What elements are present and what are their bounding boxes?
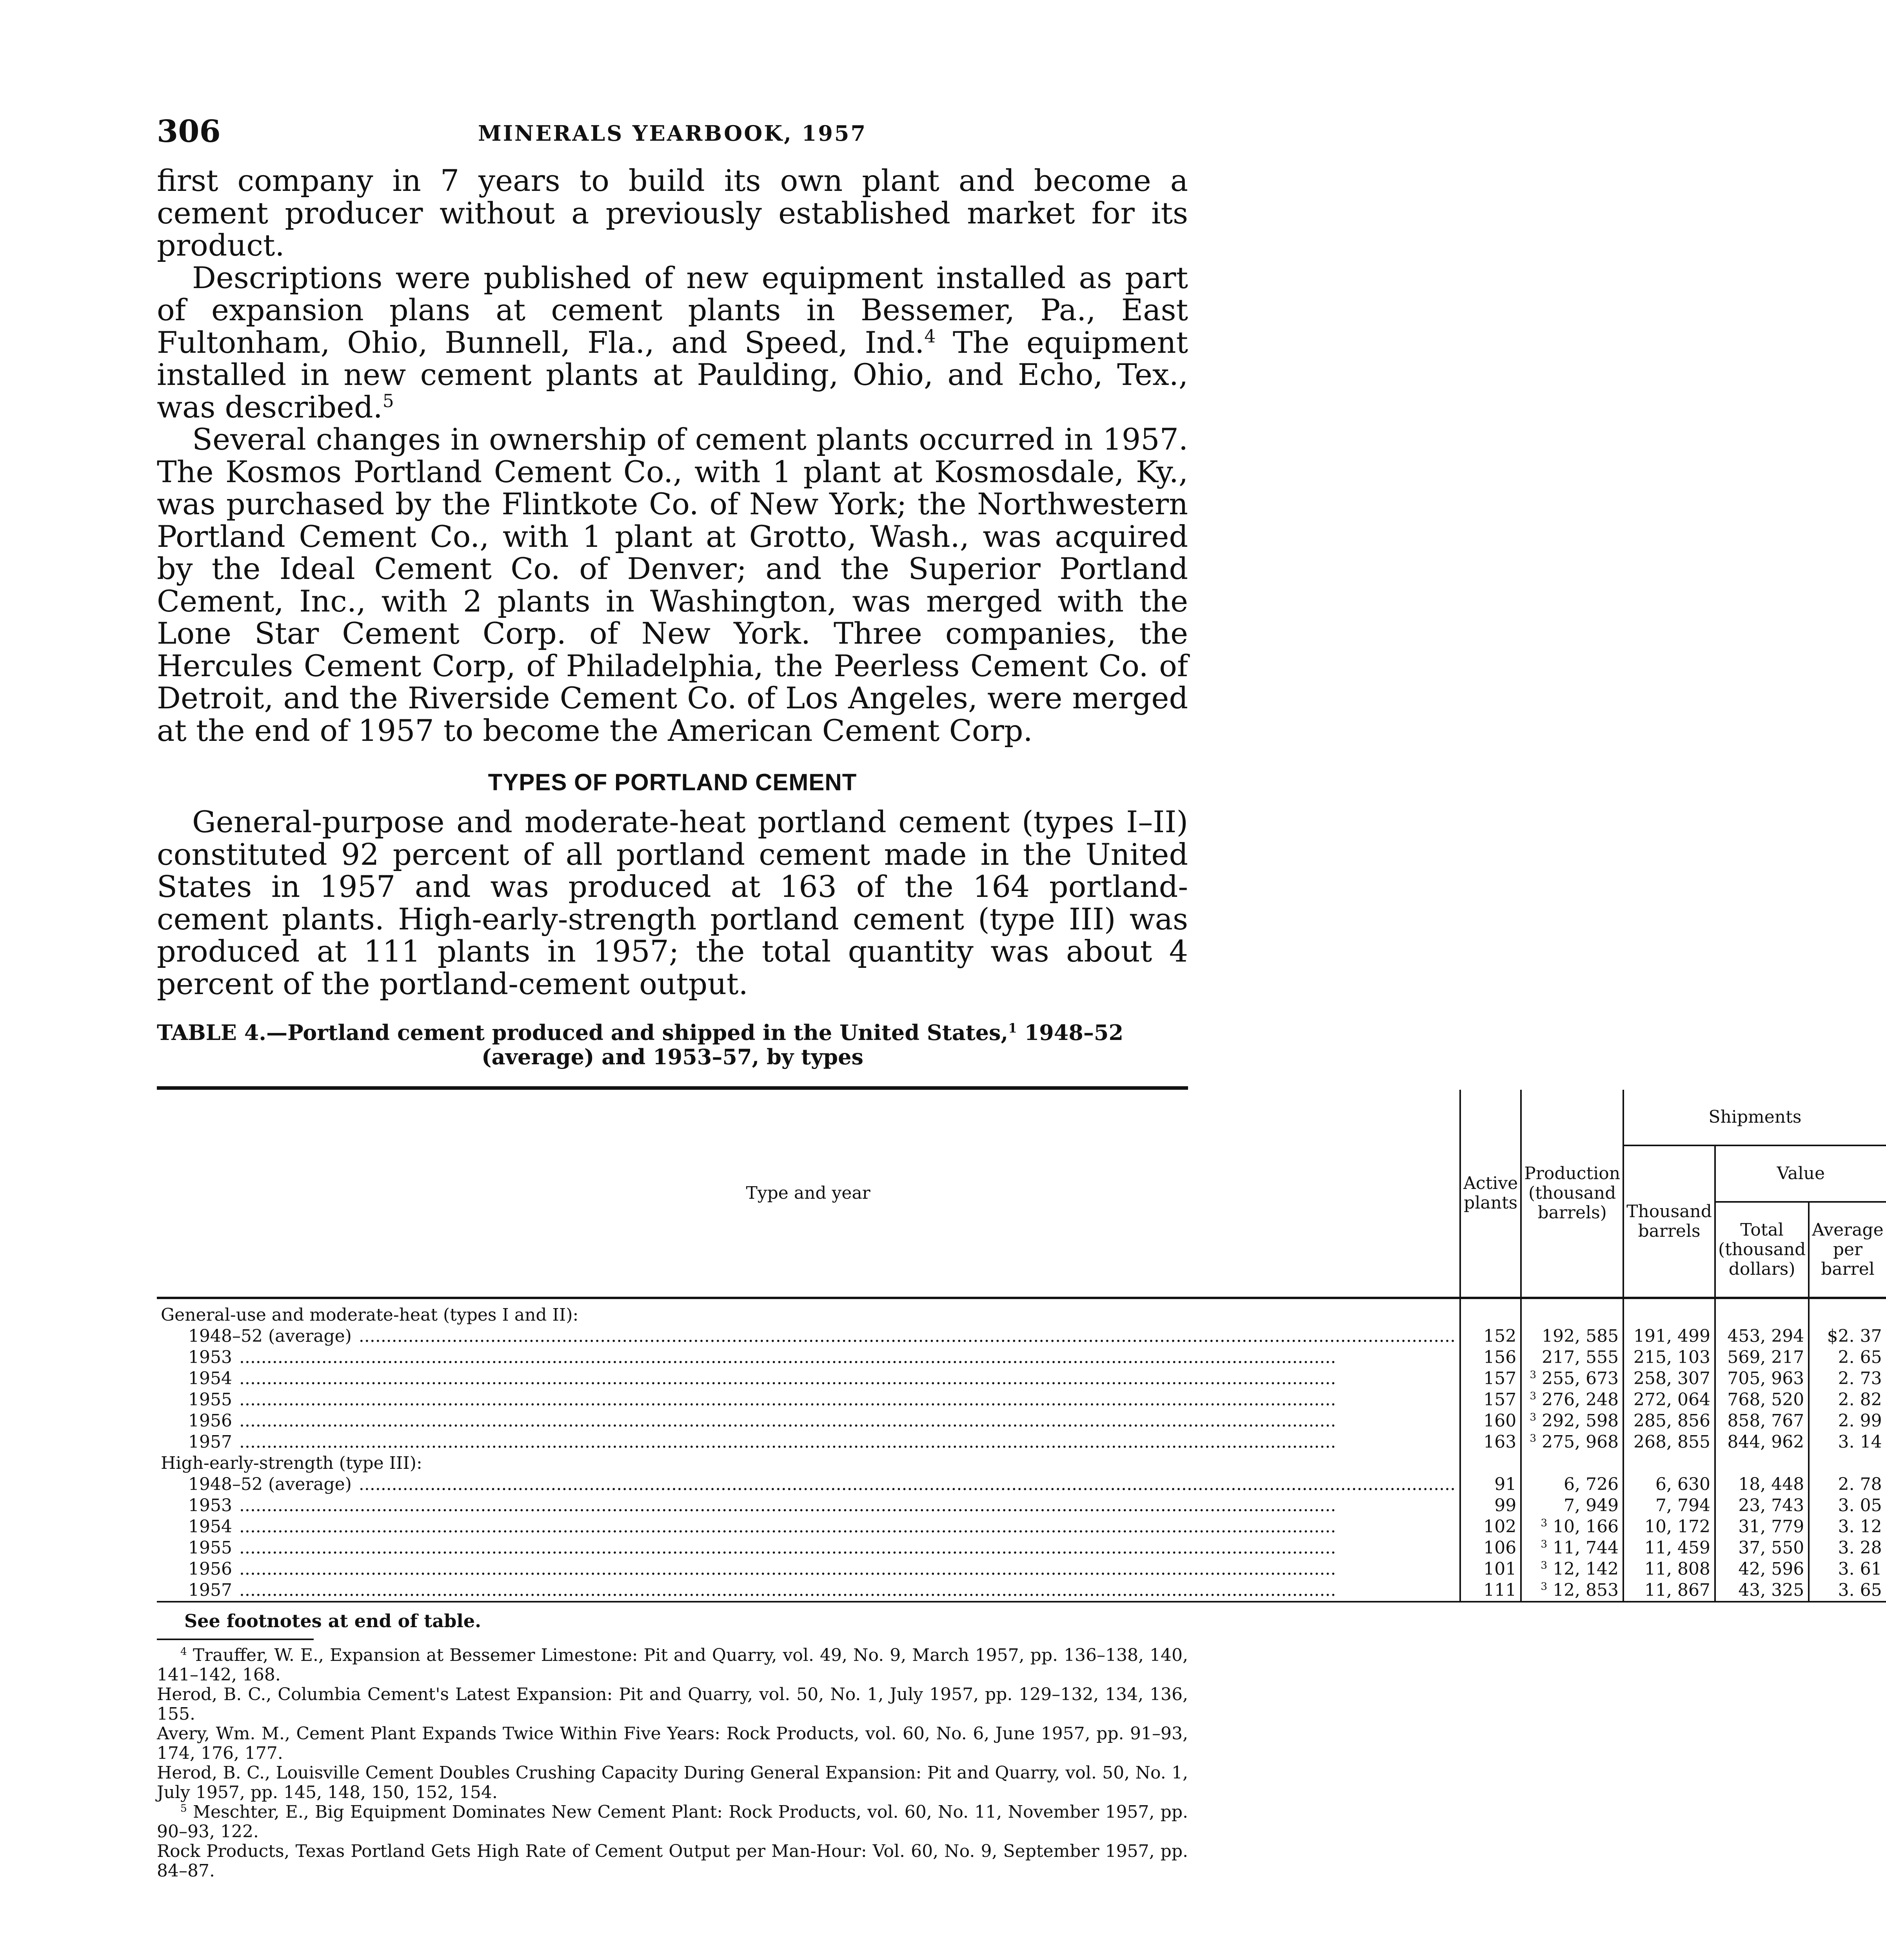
table-row [157,1326,1886,1347]
empty-cell [1521,1453,1623,1474]
header-shipments: Shipments [1623,1090,1886,1145]
cell-thousand-barrels: 268, 855 [1623,1432,1715,1453]
row-year [157,1389,1460,1410]
footnote [157,1842,1188,1881]
running-title: MINERALS YEARBOOK, 1957 [478,121,867,146]
document-page [157,114,1884,1881]
cell-average-value: 2. 73 [1809,1368,1886,1389]
production-footnote-ref: 3 [1530,1368,1537,1381]
cell-average-value: 2. 99 [1809,1410,1886,1432]
cell-production: 7, 949 [1521,1495,1623,1516]
cell-average-value: 3. 05 [1809,1495,1886,1516]
production-value: 11, 744 [1553,1538,1619,1558]
row-year-text: 1953 [188,1495,234,1515]
cell-average-value: 3. 65 [1809,1580,1886,1602]
production-footnote-ref: 3 [1541,1517,1548,1529]
cell-active-plants: 156 [1460,1347,1521,1368]
cell-total-value: 705, 963 [1715,1368,1809,1389]
empty-cell [1521,1298,1623,1326]
row-year-text: 1954 [188,1517,234,1537]
cell-production [1521,1559,1623,1580]
row-year [157,1495,1460,1516]
cell-total-value: 844, 962 [1715,1432,1809,1453]
cell-active-plants: 99 [1460,1495,1521,1516]
cell-active-plants: 111 [1460,1580,1521,1602]
row-year-leader: 1954 ........................................................................................................................................................................................................ [188,1517,1336,1537]
footnote-text: Herod, B. C., Columbia Cement's Latest Expansion: Pit and Quarry, vol. 50, No. 1, July 1957, pp. 129–132, 134, 136, 155. [157,1684,1188,1724]
row-year-text: 1957 [188,1580,234,1600]
cell-average-value: 3. 14 [1809,1432,1886,1453]
footnote-text: Meschter, E., Big Equipment Dominates New Cement Plant: Rock Products, vol. 60, No. 11, November 1957, pp. 90–93, 122. [157,1802,1188,1842]
table-caption-footnote-ref: 1 [1008,1021,1017,1036]
table-row [157,1368,1886,1389]
paragraph-descriptions [157,262,1188,424]
empty-cell [1809,1453,1886,1474]
row-year-text: 1955 [188,1390,234,1410]
row-year [157,1410,1460,1432]
cell-total-value: 453, 294 [1715,1326,1809,1347]
cell-thousand-barrels: 6, 630 [1623,1474,1715,1495]
header-thousand-barrels: Thousand barrels [1623,1145,1715,1298]
table-row [157,1389,1886,1410]
cell-thousand-barrels: 285, 856 [1623,1410,1715,1432]
cell-thousand-barrels: 215, 103 [1623,1347,1715,1368]
table-caption-line-1 [157,1020,1188,1045]
row-year-leader: 1956 ........................................................................................................................................................................................................ [188,1559,1336,1579]
production-footnote-ref: 3 [1530,1432,1537,1445]
cell-total-value: 37, 550 [1715,1537,1809,1559]
row-year-leader: 1953 ........................................................................................................................................................................................................ [188,1347,1336,1367]
footnote [157,1802,1188,1842]
row-year-text: 1948–52 (average) [188,1326,353,1346]
row-year-text: 1957 [188,1432,234,1452]
row-year-text: 1953 [188,1347,234,1367]
footnotes [157,1646,1188,1881]
production-footnote-ref: 3 [1541,1559,1548,1572]
production-footnote-ref: 3 [1541,1538,1548,1550]
page-header [157,114,1188,165]
cell-thousand-barrels: 272, 064 [1623,1389,1715,1410]
row-year-text: 1954 [188,1368,234,1388]
cell-active-plants: 102 [1460,1516,1521,1537]
cement-table [157,1090,1886,1602]
footnote [157,1724,1188,1763]
row-year-text: 1956 [188,1411,234,1431]
cell-thousand-barrels: 11, 808 [1623,1559,1715,1580]
row-year-leader: 1948–52 (average) ........................................................................................................................................................................................................ [188,1474,1456,1494]
row-year-leader: 1956 ........................................................................................................................................................................................................ [188,1411,1336,1431]
header-production: Production (thousand barrels) [1521,1090,1623,1298]
table-row [157,1410,1886,1432]
header-type-and-year: Type and year [746,1183,870,1203]
paragraph-descriptions-text: Descriptions were published of new equipment installed as part of expansion plans at cement plants in Bessemer, Pa., East Fultonham, Ohio, Bunnell, Fla., and Speed, Ind. [157,260,1188,360]
table-group-row [157,1298,1886,1326]
paragraph-types: General-purpose and moderate-heat portland cement (types I–II) constituted 92 percent of all portland cement made in the United States in 1957 and was produced at 163 of the 164 portland-cement plants. High-early-strength portland cement (type III) was produced at 111 plants in 1957; the total quantity was about 4 percent of the portland-cement output. [157,804,1188,1001]
empty-cell [1809,1298,1886,1326]
production-value: 12, 142 [1553,1559,1619,1579]
production-value: 12, 853 [1553,1580,1619,1600]
table-caption-lead: TABLE 4.—Portland cement produced and shipped in the United States, [157,1020,1008,1045]
cell-total-value: 569, 217 [1715,1347,1809,1368]
cell-active-plants: 163 [1460,1432,1521,1453]
cell-thousand-barrels: 11, 867 [1623,1580,1715,1602]
table-row [157,1432,1886,1453]
cell-thousand-barrels: 7, 794 [1623,1495,1715,1516]
cell-average-value: $2. 37 [1809,1326,1886,1347]
table-caption-line-2: (average) and 1953–57, by types [481,1044,863,1069]
cell-average-value: 2. 82 [1809,1389,1886,1410]
cell-average-value: 2. 65 [1809,1347,1886,1368]
cell-total-value: 23, 743 [1715,1495,1809,1516]
row-year [157,1474,1460,1495]
cell-total-value: 18, 448 [1715,1474,1809,1495]
cell-production [1521,1516,1623,1537]
row-year [157,1368,1460,1389]
footnote-divider [157,1639,314,1640]
row-year-leader: 1948–52 (average) ........................................................................................................................................................................................................ [188,1326,1456,1346]
paragraph-descriptions-text-2: The equipment installed in new cement plants at Paulding, Ohio, and Echo, Tex., was described. [157,325,1188,425]
row-year-leader: 1955 ........................................................................................................................................................................................................ [188,1390,1336,1410]
row-year [157,1559,1460,1580]
production-value: 255, 673 [1542,1368,1619,1388]
table-caption [157,1020,1188,1069]
group-label: High-early-strength (type III): [161,1453,422,1473]
cell-thousand-barrels: 10, 172 [1623,1516,1715,1537]
section-heading: TYPES OF PORTLAND CEMENT [488,769,857,795]
production-value: 292, 598 [1542,1411,1619,1431]
row-year [157,1516,1460,1537]
footnote-mark: 4 [180,1645,187,1658]
table-group-row [157,1453,1886,1474]
table-row [157,1347,1886,1368]
cell-average-value: 3. 61 [1809,1559,1886,1580]
footnote [157,1763,1188,1802]
cell-total-value: 31, 779 [1715,1516,1809,1537]
cell-average-value: 3. 12 [1809,1516,1886,1537]
production-value: 10, 166 [1553,1517,1619,1537]
cell-thousand-barrels: 258, 307 [1623,1368,1715,1389]
empty-cell [1715,1298,1809,1326]
cell-total-value: 768, 520 [1715,1389,1809,1410]
empty-cell [1460,1298,1521,1326]
cell-average-value: 2. 78 [1809,1474,1886,1495]
footnote-text: Herod, B. C., Louisville Cement Doubles Crushing Capacity During General Expansion: Pit and Quarry, vol. 50, No. 1, July 1957, pp. 145, 148, 150, 152, 154. [157,1763,1188,1802]
cell-thousand-barrels: 11, 459 [1623,1537,1715,1559]
table-row [157,1516,1886,1537]
row-year-leader: 1957 ........................................................................................................................................................................................................ [188,1432,1336,1452]
cell-production [1521,1368,1623,1389]
row-year-text: 1955 [188,1538,234,1558]
header-total: Total (thousand dollars) [1715,1202,1809,1298]
cell-active-plants: 106 [1460,1537,1521,1559]
production-footnote-ref: 3 [1530,1390,1537,1402]
row-year [157,1347,1460,1368]
empty-cell [1715,1453,1809,1474]
table-caption-tail: 1948–52 [1017,1020,1124,1045]
table-body [157,1298,1886,1602]
row-year-leader: 1953 ........................................................................................................................................................................................................ [188,1495,1336,1515]
cell-active-plants: 101 [1460,1559,1521,1580]
cell-production: 192, 585 [1521,1326,1623,1347]
row-year-text: 1948–52 (average) [188,1474,353,1494]
production-footnote-ref: 3 [1530,1411,1537,1423]
footnote-text: Rock Products, Texas Portland Gets High Rate of Cement Output per Man-Hour: Vol. 60, No. 9, September 1957, pp. 84–87. [157,1841,1188,1881]
row-year-leader: 1957 ........................................................................................................................................................................................................ [188,1580,1336,1600]
paragraph-ownership: Several changes in ownership of cement plants occurred in 1957. The Kosmos Portland Cement Co., with 1 plant at Kosmosdale, Ky., was purchased by the Flintkote Co. of New York; the Northwestern Portland Cement Co., with 1 plant at Grotto, Wash., was acquired by the Ideal Cement Co. of Denver; and the Superior Portland Cement, Inc., with 2 plants in Washington, was merged with the Lone Star Cement Corp. of New York. Three companies, the Hercules Cement Corp, of Philadelphia, the Peerless Cement Co. of Detroit, and the Riverside Cement Co. of Los Angeles, were merged at the end of 1957 to become the American Cement Corp. [157,422,1188,748]
row-year-text: 1956 [188,1559,234,1579]
cell-production: 6, 726 [1521,1474,1623,1495]
footnote-text: Avery, Wm. M., Cement Plant Expands Twice Within Five Years: Rock Products, vol. 60, No. 6, June 1957, pp. 91–93, 174, 176, 177. [157,1724,1188,1763]
row-year-leader: 1955 ........................................................................................................................................................................................................ [188,1538,1336,1558]
cell-active-plants: 152 [1460,1326,1521,1347]
empty-cell [1623,1298,1715,1326]
table-row [157,1474,1886,1495]
cell-active-plants: 160 [1460,1410,1521,1432]
row-year [157,1580,1460,1602]
header-average: Average per barrel [1809,1202,1886,1298]
cell-production [1521,1537,1623,1559]
footnote [157,1685,1188,1724]
cell-production [1521,1432,1623,1453]
cell-average-value: 3. 28 [1809,1537,1886,1559]
cell-total-value: 42, 596 [1715,1559,1809,1580]
table-row [157,1559,1886,1580]
row-year-leader: 1954 ........................................................................................................................................................................................................ [188,1368,1336,1388]
footnote-ref-4: 4 [924,326,936,347]
production-value: 276, 248 [1542,1390,1619,1410]
group-label: General-use and moderate-heat (types I and II): [161,1305,579,1325]
page-number: 306 [157,114,221,149]
cell-production [1521,1389,1623,1410]
table-container [157,1086,1884,1602]
cell-production [1521,1580,1623,1602]
header-value: Value [1715,1145,1886,1202]
footnote-mark: 5 [180,1802,187,1815]
footnote-text: Trauffer, W. E., Expansion at Bessemer Limestone: Pit and Quarry, vol. 49, No. 9, March 1957, pp. 136–138, 140, 141–142, 168. [157,1645,1188,1685]
table-row [157,1495,1886,1516]
production-footnote-ref: 3 [1541,1580,1548,1593]
cell-thousand-barrels: 191, 499 [1623,1326,1715,1347]
cell-production: 217, 555 [1521,1347,1623,1368]
row-year [157,1432,1460,1453]
production-value: 275, 968 [1542,1432,1619,1452]
empty-cell [1623,1453,1715,1474]
empty-cell [1460,1453,1521,1474]
cell-production [1521,1410,1623,1432]
cell-total-value: 858, 767 [1715,1410,1809,1432]
row-year [157,1326,1460,1347]
paragraph-continuation: first company in 7 years to build its own plant and become a cement producer without a previously established market for its product. [157,163,1188,263]
see-footnotes-note: See footnotes at end of table. [184,1610,481,1632]
table-row [157,1580,1886,1602]
cell-active-plants: 157 [1460,1368,1521,1389]
footnote-ref-5: 5 [382,390,394,412]
cell-active-plants: 157 [1460,1389,1521,1410]
cell-active-plants: 91 [1460,1474,1521,1495]
cell-total-value: 43, 325 [1715,1580,1809,1602]
row-year [157,1537,1460,1559]
footnote [157,1646,1188,1685]
header-active-plants: Active plants [1460,1090,1521,1298]
table-row [157,1537,1886,1559]
